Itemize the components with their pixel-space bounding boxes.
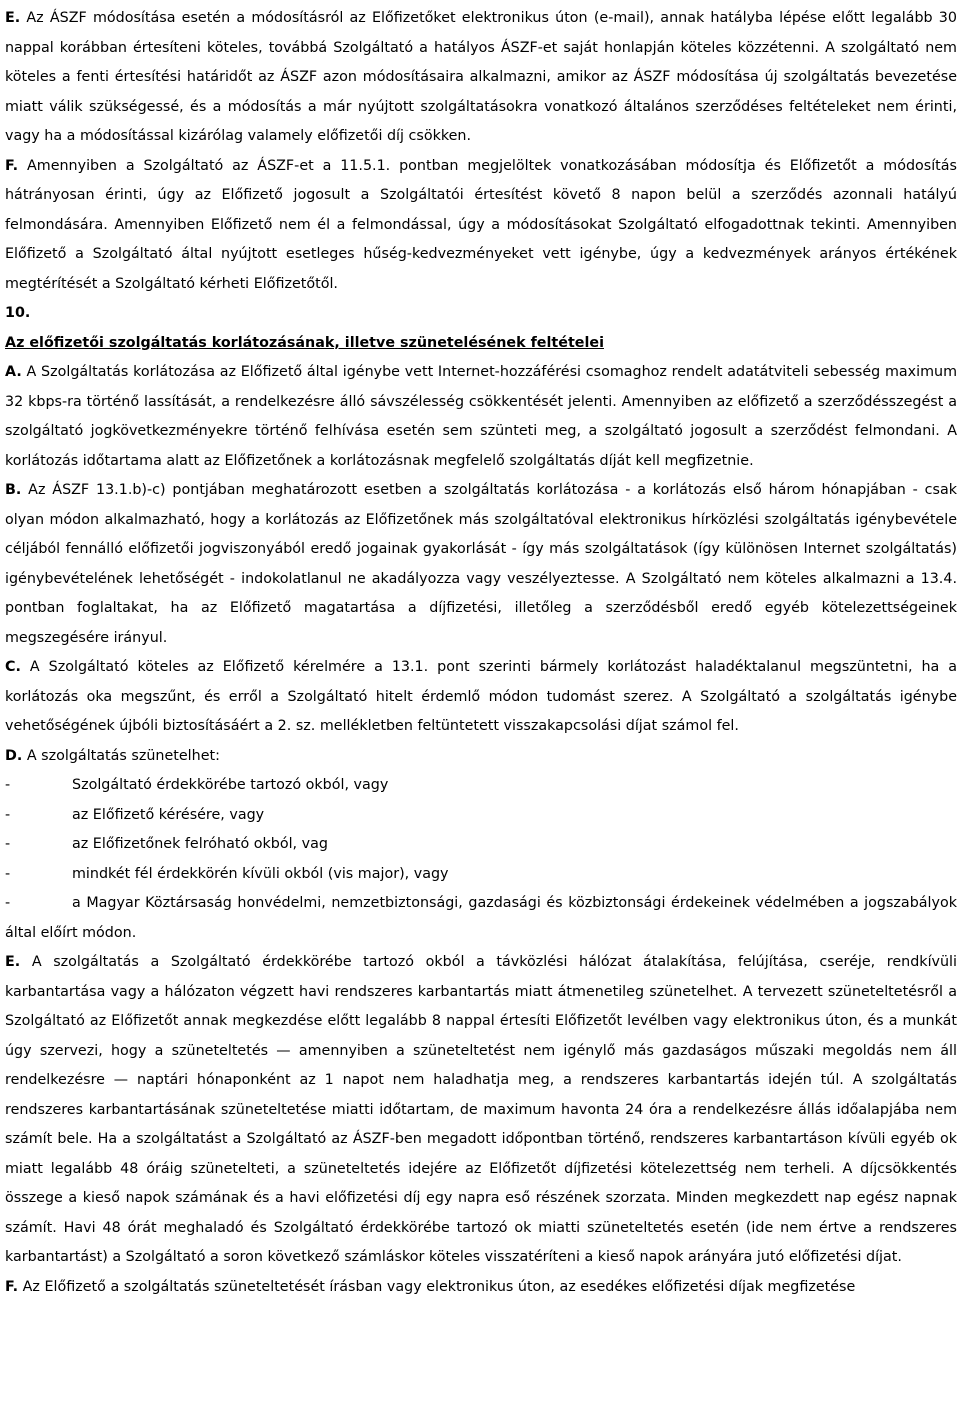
paragraph-text: A szolgáltatás a Szolgáltató érdekkörébe tartozó okból a távközlési hálózat átalakítása, felújítása, cseréje, rendkívüli karbantartása vagy a hálózaton végzett havi rendszeres karbantartás miatt átmenetileg szünetelhet. A tervezett szüneteltetésről a Szolgáltató az Előfizetőt annak megkezdése előtt legalább 8 nappal értesíti Előfizetőt levélben vagy elektronikus úton, és a munkát úgy szervezi, hogy a szüneteltetés — amennyiben a szüneteltetést nem igénylő más gazdaságos műszaki megoldás nem áll rendelkezésre — naptári hónaponként az 1 napot nem haladhatja meg, a rendszeres karbantartás idején túl. A szolgáltatás rendszeres karbantartásának szüneteltetése miatti időtartam, de maximum havonta 24 óra a rendelkezésre állás időalapjába nem számít bele. Ha a szolgáltatást a Szolgáltató az ÁSZF-ben megadott időpontban történő, rendszeres karbantartáson kívüli egyéb ok miatt legalább 48 óráig szünetelteti, a szüneteltetés idejére az Előfizetőt díjfizetési kötelezettség nem terheli. A díjcsökkentés összege a kieső napok számának és a havi előfizetési díj egy napra eső részének szorzata. Minden megkezdett nap egész napnak számít. Havi 48 órát meghaladó és Szolgáltató érdekkörébe tartozó ok miatti szüneteltetés esetén (ide nem értve a rendszeres karbantartást) a Szolgáltató a soron következő számláskor köteles visszatéríteni a kieső napok arányára jutó előfizetési díjat. [5,954,958,1265]
chapter-title: Az előfizetői szolgáltatás korlátozásának, illetve szünetelésének feltételei [5,334,604,351]
paragraph-a [5,358,957,476]
list-dash: - [5,777,11,793]
list-item [5,889,957,948]
chapter-number: 10. [5,305,31,321]
list-dash: - [5,895,11,911]
list-dash: - [5,865,11,882]
paragraph-c [5,653,957,742]
list-dash: - [5,836,11,852]
paragraph-text: Az ÁSZF módosítása esetén a módosításról az Előfizetőket elektronikus úton (e-mail), annak hatályba lépése előtt legalább 30 nappal korábban értesíteni köteles, továbbá Szolgáltató a hatályos ÁSZF-et saját honlapján köteles közzétenni. A szolgáltató nem köteles a fenti értesítési határidőt az ÁSZF azon módosításaira alkalmazni, amikor az ÁSZF módosítása új szolgáltatás bevezetése miatt válik szükségessé, és a módosítás a már nyújtott szolgáltatásokra vonatkozó általános szerződéses feltételeket nem érinti, vagy ha a módosítással kizárólag valamely előfizetői díj csökken. [5,10,957,144]
list-item-text: mindkét fél érdekkörén kívüli okból (vis major), vagy [72,865,449,882]
paragraph-text: A szolgáltatás szünetelhet: [26,747,220,764]
paragraph-b [5,476,957,653]
paragraph-d [5,742,957,772]
list-dash: - [5,806,11,823]
list-item-text: az Előfizető kérésére, vagy [72,806,265,823]
paragraph-text: Amennyiben a Szolgáltató az ÁSZF-et a 11.5.1. pontban megjelöltek vonatkozásában módosítja és Előfizetőt a módosítás hátrányosan érinti, úgy az Előfizető jogosult a Szolgáltatói értesítést követő 8 napon belül a szerződés azonnali hatályú felmondására. Amennyiben Előfizető nem él a felmondással, úgy a módosításokat Szolgáltató elfogadottnak tekinti. Amennyiben Előfizető a Szolgáltató által nyújtott esetleges hűség-kedvezményeket vett igénybe, úgy a kedvezmények arányos értékének megtérítését a Szolgáltató kérheti Előfizetőtől. [5,157,958,292]
section-label: F. [5,1278,19,1295]
section-label: C. [5,659,21,675]
list-item [5,801,957,831]
section-label: B. [5,482,22,498]
paragraph-e [5,948,957,1273]
section-label: E. [5,10,21,26]
paragraph-text: A Szolgáltató köteles az Előfizető kérelmére a 13.1. pont szerinti bármely korlátozást haladéktalanul megszüntetni, ha a korlátozás oka megszűnt, és erről a Szolgáltató hitelt érdemlő módon tudomást szerez. A Szolgáltató a szolgáltatás igénybe vehetőségének újbóli biztosításáért a 2. sz. mellékletben feltüntetett visszakapcsolási díjat számol fel. [5,659,957,734]
paragraph-text: Az ÁSZF 13.1.b)-c) pontjában meghatározott esetben a szolgáltatás korlátozása - a korlátozás első három hónapjában - csak olyan módon alkalmazható, hogy a korlátozás az Előfizetőnek más szolgáltatóval elektronikus hírközlési szolgáltatás igénybevétele céljából fennálló előfizetői jogviszonyából eredő jogainak gyakorlását - így más szolgáltatások (így különösen Internet szolgáltatás) igénybevételének lehetőségét - indokolatlanul ne akadályozza vagy veszélyeztesse. A Szolgáltató nem köteles alkalmazni a 13.4. pontban foglaltakat, ha az Előfizető magatartása a díjfizetési, illetőleg a szerződésből eredő egyéb kötelezettségeinek megszegésére irányul. [5,482,957,646]
list-item [5,860,957,890]
paragraph-e-previous [5,4,957,152]
paragraph-text: A Szolgáltatás korlátozása az Előfizető által igénybe vett Internet-hozzáférési csomaghoz rendelt adatátviteli sebesség maximum 32 kbps-ra történő lassítását, a rendelkezésre álló sávszélesség csökkentését jelenti. Amennyiben az előfizető a szerződésszegést a szolgáltató jogkövetkezményekre történő felhívása esetén sem szünteti meg, a szolgáltató jogosult a szerződést felmondani. A korlátozás időtartama alatt az Előfizetőnek a korlátozásnak megfelelő szolgáltatás díját kell megfizetnie. [5,364,957,469]
paragraph-f-previous [5,152,957,300]
document-page [5,4,957,1302]
paragraph-text: Az Előfizető a szolgáltatás szüneteltetését írásban vagy elektronikus úton, az esedékes előfizetési díjak megfizetése [22,1278,856,1295]
section-label: F. [5,157,19,174]
section-label: E. [5,954,21,970]
section-label: D. [5,747,23,764]
list-item [5,771,957,801]
list-item [5,830,957,860]
list-item-text: a Magyar Köztársaság honvédelmi, nemzetbiztonsági, gazdasági és közbiztonsági érdekeinek védelmében a jogszabályok által előírt módon. [5,895,957,941]
list-item-text: az Előfizetőnek felróható okból, vag [72,836,328,852]
section-label: A. [5,364,22,380]
list-item-text: Szolgáltató érdekkörébe tartozó okból, vagy [72,777,389,793]
paragraph-f [5,1273,957,1303]
